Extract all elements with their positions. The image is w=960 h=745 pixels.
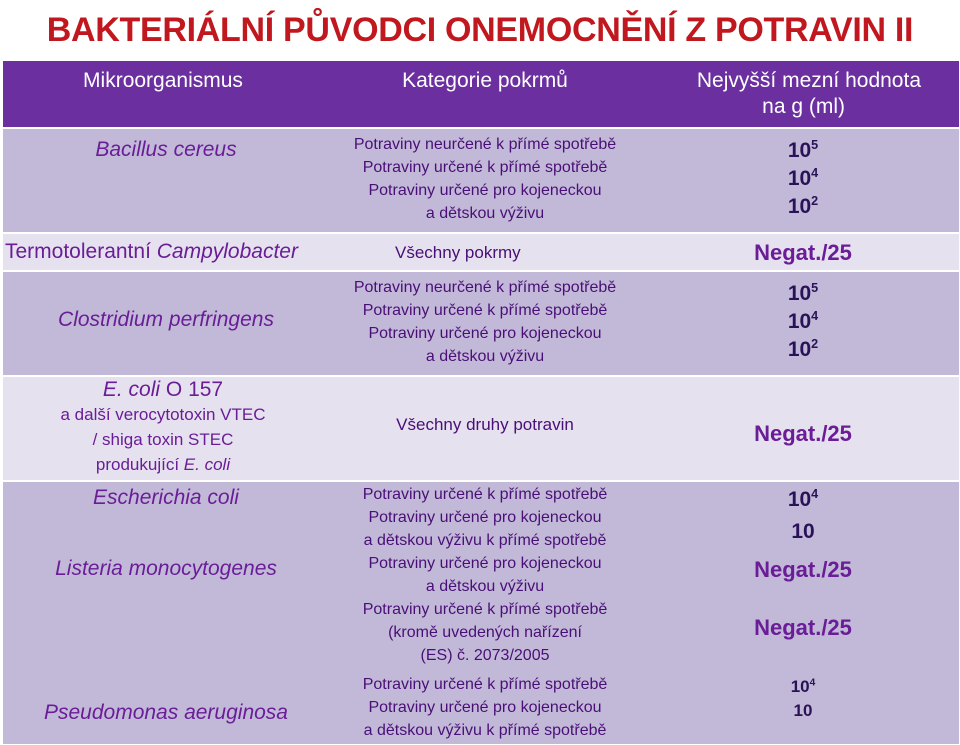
food-line: Potraviny určené pro kojeneckou [368, 325, 602, 342]
organism-pseudomonas-aeruginosa: Pseudomonas aeruginosa [43, 701, 288, 724]
value-power: $10^4$ [787, 309, 819, 333]
organism-campylobacter: Termotolerantní Campylobacter [5, 240, 298, 263]
food-escherichia [325, 483, 645, 552]
food-line: Potraviny určené pro kojeneckou [368, 182, 602, 199]
values-escherichia [723, 484, 883, 548]
value-power: $10^2$ [787, 194, 819, 218]
food-line: a dětskou výživu [425, 348, 545, 365]
value-power: 10 [791, 520, 815, 543]
header-limit-line2: na g (ml) [762, 95, 845, 118]
food-line: a dětskou výživu k přímé spotřebě [363, 532, 607, 549]
food-line: a dětskou výživu [425, 205, 545, 222]
organism-ecoli-o157: E. coli O 157 a další verocytotoxin VTEC / shiga toxin STEC produkující E. coli [60, 378, 266, 474]
header-limit-line1: Nejvyšší mezní hodnota [696, 69, 921, 92]
value-power: $10^4$ [787, 487, 819, 511]
food-line: Potraviny určené pro kojeneckou [368, 555, 602, 572]
header-organism: Mikroorganismus [83, 69, 243, 92]
food-line: a dětskou výživu [425, 578, 545, 595]
value-listeria-1: Negat./25 [754, 557, 852, 582]
slide-title: BAKTERIÁLNÍ PŮVODCI ONEMOCNĚNÍ Z POTRAVIN II [46, 10, 914, 49]
food-line: Potraviny určené pro kojeneckou [368, 699, 602, 716]
values-pseudomonas [723, 675, 883, 723]
food-line: Potraviny určené k přímé spotřebě [362, 159, 608, 176]
food-clostridium [325, 276, 645, 368]
values-clostridium [723, 280, 883, 364]
value-listeria-2: Negat./25 [754, 615, 852, 640]
value-campylobacter: Negat./25 [754, 240, 852, 265]
food-line: Potraviny určené k přímé spotřebě [362, 676, 608, 693]
value-power: $10^4$ [787, 166, 819, 190]
food-line: Potraviny určené k přímé spotřebě [362, 486, 608, 503]
food-line: Potraviny určené k přímé spotřebě [362, 601, 608, 618]
food-listeria [325, 552, 645, 667]
value-power: $10^5$ [787, 281, 819, 305]
food-line: a dětskou výživu k přímé spotřebě [363, 722, 607, 739]
food-line: Potraviny určené k přímé spotřebě [362, 302, 608, 319]
food-line: Potraviny neurčené k přímé spotřebě [353, 136, 617, 153]
organism-clostridium-perfringens: Clostridium perfringens [58, 308, 274, 331]
organism-bacillus-cereus: Bacillus cereus [95, 138, 237, 161]
food-line: (ES) č. 2073/2005 [420, 647, 550, 664]
header-food: Kategorie pokrmů [402, 69, 568, 92]
limits-table [3, 61, 959, 744]
value-power: $10^5$ [787, 138, 819, 162]
organism-listeria-monocytogenes: Listeria monocytogenes [55, 557, 277, 580]
food-line: Potraviny určené pro kojeneckou [368, 509, 602, 526]
value-ecoli-o157: Negat./25 [754, 421, 852, 446]
food-line: (kromě uvedených nařízení [388, 624, 582, 641]
food-line: Potraviny neurčené k přímé spotřebě [353, 279, 617, 296]
food-bacillus [325, 133, 645, 225]
food-campylobacter: Všechny pokrmy [395, 243, 521, 262]
value-power: 10 [793, 701, 813, 720]
organism-escherichia-coli: Escherichia coli [93, 486, 239, 509]
food-pseudomonas [325, 673, 645, 742]
value-power: $10^4$ [790, 677, 816, 696]
value-power: $10^2$ [787, 337, 819, 361]
food-ecoli-o157: Všechny druhy potravin [396, 415, 574, 434]
values-bacillus [723, 137, 883, 221]
header-limit [647, 68, 959, 120]
